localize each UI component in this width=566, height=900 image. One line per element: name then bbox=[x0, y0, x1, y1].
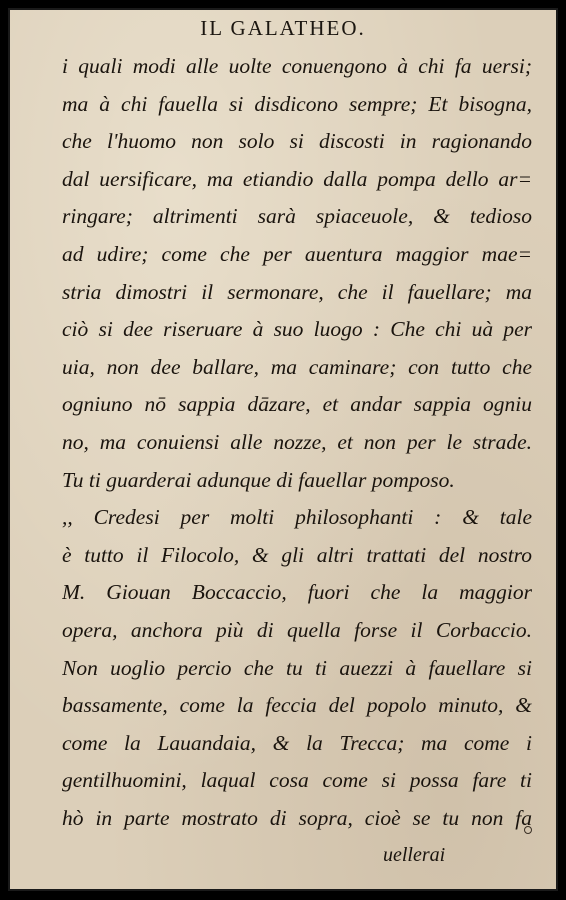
text-line: ciò si dee riseruare à suo luogo : Che chi uà per bbox=[62, 317, 532, 342]
text-line: ringare; altrimenti sarà spiaceuole, & tedioso bbox=[62, 204, 532, 229]
text-line: Tu ti guarderai adunque di fauellar pomposo. bbox=[62, 467, 455, 492]
text-line: ad udire; come che per auentura maggior mae= bbox=[62, 241, 532, 266]
text-line: hò in parte mostrato di sopra, cioè se tu non fa bbox=[62, 805, 532, 830]
text-line: ogniuno nō sappia dāzare, et andar sappia ogniu bbox=[62, 392, 532, 417]
text-line: come la Lauandaia, & la Trecca; ma come i bbox=[62, 730, 532, 755]
text-line: uia, non dee ballare, ma caminare; con tutto che bbox=[62, 354, 532, 379]
text-line: ,, Credesi per molti philosophanti : & tale bbox=[62, 505, 532, 530]
text-line: gentilhuomini, laqual cosa come si possa fare ti bbox=[62, 768, 532, 793]
running-head: IL GALATHEO. bbox=[200, 16, 366, 40]
text-line: è tutto il Filocolo, & gli altri trattati del nostro bbox=[62, 542, 532, 567]
page-frame bbox=[8, 8, 558, 891]
margin-mark bbox=[524, 826, 532, 834]
text-line: Non uoglio percio che tu ti auezzi à fauellare si bbox=[62, 655, 532, 680]
text-line: opera, anchora più di quella forse il Corbaccio. bbox=[62, 617, 532, 642]
text-line: stria dimostri il sermonare, che il fauellare; ma bbox=[62, 279, 532, 304]
text-line: i quali modi alle uolte conuengono à chi fa uersi; bbox=[62, 54, 532, 78]
text-line: che l'huomo non solo si discosti in ragionando bbox=[62, 129, 532, 154]
text-line: dal uersificare, ma etiandio dalla pompa dello ar= bbox=[62, 166, 532, 191]
catchword: uellerai bbox=[383, 844, 446, 866]
book-page bbox=[10, 10, 556, 889]
text-line: bassamente, come la feccia del popolo minuto, & bbox=[62, 693, 532, 718]
text-line: M. Giouan Boccaccio, fuori che la maggior bbox=[62, 580, 532, 605]
text-block bbox=[62, 48, 532, 837]
text-line: ma à chi fauella si disdicono sempre; Et bisogna, bbox=[62, 91, 532, 116]
text-line: no, ma conuiensi alle nozze, et non per le strade. bbox=[62, 429, 532, 454]
